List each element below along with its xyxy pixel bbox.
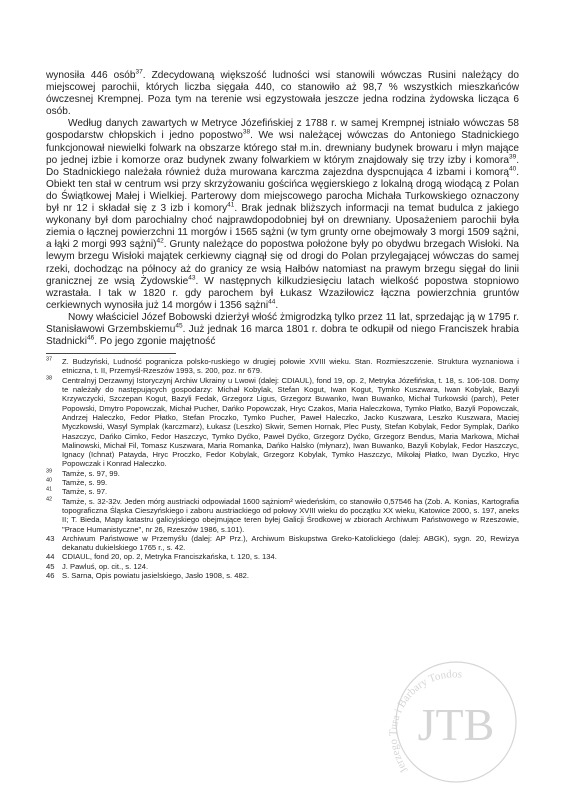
text-run: . W następnych kilkudziesięciu latach wielkość popostwa stopniowo wzrastała. I tak w 1820 r. gdy parochem był Łukasz Wzaziłowicz łączna powierzchnia gruntów cerkiewnych wynosiła już 14 morgów i 1356 sążni xyxy=(46,275,519,311)
footnote xyxy=(46,478,519,487)
footnotes xyxy=(46,357,519,580)
footnote-text: Tamże, s. 97, 99. xyxy=(62,468,120,478)
footnote-reference[interactable]: 37 xyxy=(135,68,143,76)
footnote-reference[interactable]: 45 xyxy=(175,322,183,330)
footnote-number-value: 42 xyxy=(46,496,53,503)
text-run: . Po jego zgonie majętność xyxy=(94,336,216,348)
footnote-text: S. Sarna, Opis powiatu jasielskiego, Jasło 1908, s. 482. xyxy=(62,570,249,580)
footnote-reference[interactable]: 44 xyxy=(268,298,276,306)
footnote-number-value: 41 xyxy=(46,486,53,493)
footnote-number xyxy=(46,552,62,561)
footnote-text: J. Pawluś, op. cit., s. 124. xyxy=(62,561,149,571)
text-run: . Do Stadnickiego należała również duża murowana karczma zajezdna dyspcnująca 4 izbami i komorą xyxy=(46,154,519,178)
footnote-text: Tamże, s. 32-32v. Jeden mórg austriacki odpowiadał 1600 sążniom² wiedeńskim, co stanowiło 0,57546 ha (Zob. A. Konias, Kartografia topograficzna Śląska Cieszyńskiego i zaboru austriackiego od połowy XVIII wieku do początku XX wieku, Katowice 2000, s. 197, aneks II; T. Bieda, Mapy katastru galicyjskiego obejmujące teren byłej Galicji Środkowej w zbiorach Archiwum Państwowego w Rzeszowie, "Prace Humanistyczne", nr 26, Rzeszów 1986, s.101). xyxy=(62,496,519,534)
footnote-number-value: 39 xyxy=(46,468,53,475)
footnote-number-value: 44 xyxy=(46,552,55,562)
footnote-number-value: 40 xyxy=(46,477,53,484)
document-page xyxy=(46,70,519,580)
footnote-reference[interactable]: 43 xyxy=(188,274,196,282)
paragraph xyxy=(46,118,519,312)
text-run: . Już jednak 16 marca 1801 r. dobra te odkupił od niego Franciszek hrabia Stadnicki xyxy=(46,323,519,348)
footnote xyxy=(46,497,519,534)
footnote xyxy=(46,357,519,376)
footnote xyxy=(46,562,519,571)
footnote-number xyxy=(46,376,62,469)
footnote-text: Archiwum Państwowe w Przemyślu (dalej: AP Prz.), Archiwum Biskupstwa Greko-Katolickiego (dalej: ABGK), sygn. 20, Rewizya dekanatu dukielskiego 1765 r., s. 42. xyxy=(62,533,519,553)
footnote-number xyxy=(46,497,62,534)
text-run: . Zdecydowaną większość ludności wsi stanowili wówczas Rusini należący do miejscowej parochii, których liczba sięgała 440, co stanowiło aż 98,7 % wszystkich mieszkańców ówczesnej Krempnej. Poza tym na terenie wsi egzystowała jeszcze jedna rodzina żydowska licząca 6 osób. xyxy=(46,70,520,118)
library-stamp xyxy=(378,650,528,800)
footnote-reference[interactable]: 38 xyxy=(242,129,251,137)
text-run: . Obiekt ten stał w centrum wsi przy skrzyżowaniu gościńca węgierskiego z lokalną drogą wiodącą z Polan do Świątkowej Małej i Wielkiej. Parterowy dom miejscowego parocha Michała Turkowskiego oznaczony był nr 12 i składał się z 3 izb i komory xyxy=(46,166,519,215)
footnote-number-value: 45 xyxy=(46,561,55,571)
footnote-number xyxy=(46,562,62,571)
paragraph xyxy=(46,312,519,348)
footnote-text: Tamże, s. 97. xyxy=(62,487,108,497)
footnote-reference[interactable]: 39 xyxy=(508,153,517,161)
footnote-reference[interactable]: 40 xyxy=(508,165,517,173)
text-run: . Brak jednak bliższych informacji na temat budulca z jakiego wykonany był dom parochialny choć najprawdopodobniej był on drewniany. Uposażeniem parochii była ziemia o łącznej powierzchni 11 morgów i 1565 sążni (w tym grunty orne obejmowały 3 morgi 1509 sążni, a łąki 2 morgi 993 sążni) xyxy=(46,203,519,251)
stamp-ring-text: Jerzego Tura i Barbary Tondos xyxy=(387,668,463,776)
footnote xyxy=(46,571,519,580)
footnote xyxy=(46,376,519,469)
stamp-monogram: JTB xyxy=(417,699,495,750)
text-run: Według danych zawartych w Metryce Józefińskiej z 1788 r. w samej Krempnej istniało wówczas 58 gospodarstw chłopskich i jedno popostwo xyxy=(46,118,519,142)
main-text xyxy=(46,70,519,348)
footnote-reference[interactable]: 42 xyxy=(156,237,164,245)
text-run: . xyxy=(275,299,279,311)
footnote-number xyxy=(46,571,62,580)
footnote-text: Tamże, s. 99. xyxy=(62,478,108,488)
footnote-reference[interactable]: 41 xyxy=(227,201,235,209)
footnote-text: CDIAUL, fond 20, op. 2, Metryka Franciszkańska, t. 120, s. 134. xyxy=(62,552,277,562)
paragraph xyxy=(46,70,519,118)
footnote xyxy=(46,534,519,553)
footnote-text: Centralnyj Derzawnyj Istoryczynj Archiw Ukrainy u Lwowi (dalej: CDIAUL), fond 19, op. 2, Metryka Józefińska, t. 18, s. 106-108. Domy te należały do następujących gospodarzy: Michał Kobylak, Stefan Kogut, Iwan Kogut, Tymko Kuszwara, Iwan Kobylak, Bazyli Krzywczycki, Szczepan Kogut, Bazyli Fedak, Grzegorz Ligus, Grzegorz Buwanko, Iwan Buwanko, Michał Turkowski (parch), Peter Popowski, Dmytro Popowczak, Michał Pucher, Dańko Popowczak, Hryc Czakos, Maria Haleczkowa, Tymko Płatko, Bazyli Popowczak, Andrzej Haleczko, Fedor Płatko, Stefan Proczko, Tymko Pucher, Paweł Haleczko, Jacko Kuszwara, Leszko Kuszwara, Maciej Myczkowski, Wasyl Symplak (karczmarz), Łukasz (Leszko) Skwir, Semen Hornak, Plec Pusty, Stefan Kobylak, Fedor Symplak, Dańko Haszczyc, Dańko Cimko, Fedor Haszczyc, Tymko Dyćko, Paweł Dyćko, Grzegorz Dyćko, Grzegorz Bendus, Maria Markowa, Michał Malinowski, Michał Fil, Tomasz Kuszwara, Maria Romanka, Dańko Halsko (młynarz), Iwan Buwanko, Bazyli Kobylak, Fedor Haszczyc, Ignacy (Ichnat) Patayda, Hryc Proczko, Fedor Kobylak, Grzegorz Kobylak, Tymko Haszczyc, Mikołaj Płatko, Iwan Dyczko, Hryc Popowczak i Konrad Haleczko. xyxy=(62,375,519,469)
text-run: . We wsi należącej wówczas do Antoniego Stadnickiego funkcjonował niewielki folwark na obszarze którego stał m.in. drewniany budynek browaru i młyn mające po jednej izbie i komorze oraz budynek zwany folwarkiem w którym znajdowały się trzy izby i komora xyxy=(46,130,519,166)
text-run: . Grunty należące do popostwa położone były po obydwu brzegach Wisłoki. Na lewym brzegu Wisłoki majątek cerkiewny ciągnął się od drogi do Polan przylegającej wówczas do samej rzeki, dochodząc na północy aż do granicy ze wsią Hałbów natomiast na prawym brzegu sięgał do linii granicznej ze wsią Żydowskie xyxy=(46,239,519,287)
footnote-reference[interactable]: 46 xyxy=(86,334,95,342)
footnote-number-value: 43 xyxy=(46,533,55,543)
footnote-number-value: 38 xyxy=(46,375,53,382)
footnote xyxy=(46,552,519,561)
text-run: wynosiła 446 osób xyxy=(46,70,136,81)
text-run: Nowy właściciel Józef Bobowski dzierżył włość żmigrodzką tylko przez 11 lat, sprzedając ją w 1795 r. Stanisławowi Grzembskiemu xyxy=(46,311,519,335)
footnote xyxy=(46,487,519,496)
footnote-text: Z. Budzyński, Ludność pogranicza polsko-ruskiego w drugiej połowie XVIII wieku. Stan. Rozmieszczenie. Struktura wyznaniowa i etniczna, t. II, Przemyśl-Rzeszów 1993, s. 200, poz. nr 679. xyxy=(62,357,519,376)
footnote-number xyxy=(46,357,62,376)
footnote-number-value: 37 xyxy=(46,356,53,363)
footnote xyxy=(46,469,519,478)
footnote-number xyxy=(46,534,62,553)
footnote-separator xyxy=(46,353,176,354)
footnote-number-value: 46 xyxy=(46,570,55,580)
